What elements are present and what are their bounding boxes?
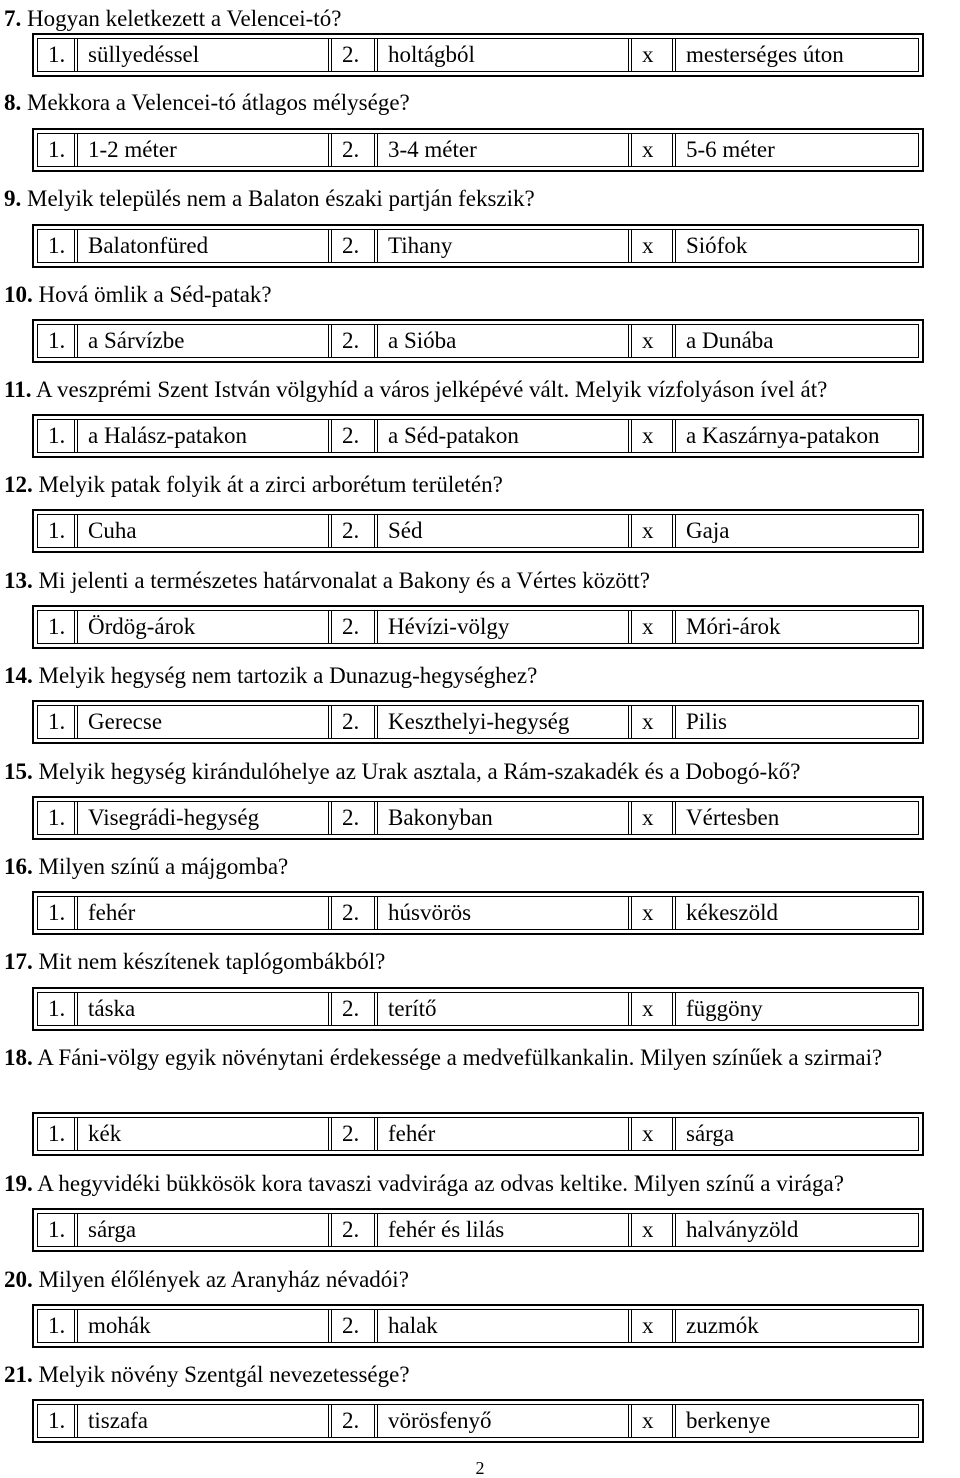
answer-row (32, 509, 924, 553)
question-label: Melyik hegység kirándulóhelye az Urak asztala, a Rám-szakadék és a Dobogó-kő? (32, 759, 801, 784)
option-answer[interactable]: fehér (88, 900, 136, 925)
option-key: 1. (48, 614, 66, 639)
page-number: 2 (475, 1458, 485, 1478)
option-answer[interactable]: Gaja (686, 518, 730, 543)
option-key: 1. (48, 709, 66, 734)
option-answer[interactable]: Vértesben (686, 805, 780, 830)
option-answer[interactable]: tiszafa (88, 1408, 149, 1433)
option-key: 1. (48, 328, 66, 353)
option-answer[interactable]: a Halász-patakon (88, 423, 248, 448)
question-label: Melyik hegység nem tartozik a Dunazug-hegységhez? (32, 663, 538, 688)
question-number: 13. (4, 568, 33, 593)
option-answer[interactable]: Keszthelyi-hegység (388, 709, 570, 734)
option-answer[interactable]: Gerecse (88, 709, 163, 734)
option-answer[interactable]: Hévízi-völgy (388, 614, 510, 639)
answer-row (32, 700, 924, 744)
option-key: 1. (48, 42, 66, 67)
question-number: 21. (4, 1362, 33, 1387)
question-number: 11. (4, 377, 32, 402)
option-answer[interactable]: zuzmók (686, 1313, 759, 1338)
option-key: 2. (342, 709, 360, 734)
option-answer[interactable]: táska (88, 996, 136, 1021)
option-key: x (642, 42, 654, 67)
option-key: 1. (48, 1408, 66, 1433)
answer-row (32, 414, 924, 458)
option-key: 2. (342, 1217, 360, 1242)
option-key: 1. (48, 1313, 66, 1338)
question-text (4, 280, 958, 310)
option-key: 2. (342, 996, 360, 1021)
question-text (4, 1169, 958, 1199)
question-label: A veszprémi Szent István völgyhíd a város jelképévé vált. Melyik vízfolyáson ível át? (31, 377, 828, 402)
cell-divider (672, 514, 676, 548)
option-answer[interactable]: halak (388, 1313, 438, 1338)
option-answer[interactable]: mesterséges úton (686, 42, 844, 67)
option-answer[interactable]: sárga (88, 1217, 137, 1242)
option-answer[interactable]: Séd (388, 518, 423, 543)
cell-divider (672, 133, 676, 167)
question-text (4, 1265, 958, 1295)
option-key: x (642, 900, 654, 925)
question-text (4, 566, 958, 596)
question-text (4, 4, 958, 34)
option-key: 1. (48, 423, 66, 448)
option-answer[interactable]: a Sárvízbe (88, 328, 185, 353)
option-answer[interactable]: Móri-árok (686, 614, 781, 639)
question-number: 14. (4, 663, 33, 688)
option-answer[interactable]: kék (88, 1121, 122, 1146)
option-key: 1. (48, 900, 66, 925)
option-answer[interactable]: vörösfenyő (388, 1408, 492, 1433)
question-label: A hegyvidéki bükkösök kora tavaszi vadvirága az odvas keltike. Milyen színű a virága? (32, 1171, 844, 1196)
answer-row (32, 796, 924, 840)
option-key: x (642, 1121, 654, 1146)
question-label: Mit nem készítenek taplógombákból? (32, 949, 386, 974)
cell-divider (672, 610, 676, 644)
question-text (4, 1043, 958, 1073)
option-key: x (642, 1408, 654, 1433)
question-number: 10. (4, 282, 33, 307)
question-text (4, 375, 958, 405)
option-key: 2. (342, 137, 360, 162)
option-key: 1. (48, 1121, 66, 1146)
option-answer[interactable]: 1-2 méter (88, 137, 177, 162)
question-label: Milyen színű a májgomba? (32, 854, 289, 879)
question-text (4, 470, 958, 500)
answer-row (32, 987, 924, 1031)
option-key: x (642, 423, 654, 448)
question-label: Hová ömlik a Séd-patak? (32, 282, 272, 307)
option-key: 2. (342, 328, 360, 353)
option-answer[interactable]: Ördög-árok (88, 614, 196, 639)
option-key: x (642, 233, 654, 258)
option-answer[interactable]: függöny (686, 996, 763, 1021)
answer-row (32, 1112, 924, 1156)
question-number: 9. (4, 186, 22, 211)
option-answer[interactable]: a Kaszárnya-patakon (686, 423, 880, 448)
option-key: 2. (342, 518, 360, 543)
question-number: 17. (4, 949, 33, 974)
option-key: x (642, 996, 654, 1021)
option-answer[interactable]: 5-6 méter (686, 137, 775, 162)
option-key: 1. (48, 518, 66, 543)
answer-row (32, 319, 924, 363)
option-answer[interactable]: a Sióba (388, 328, 457, 353)
option-answer[interactable]: a Séd-patakon (388, 423, 519, 448)
cell-divider (672, 705, 676, 739)
option-key: x (642, 1217, 654, 1242)
option-answer[interactable]: sárga (686, 1121, 735, 1146)
option-answer[interactable]: Balatonfüred (88, 233, 209, 258)
option-key: x (642, 614, 654, 639)
question-number: 20. (4, 1267, 33, 1292)
question-label: Melyik patak folyik át a zirci arborétum területén? (32, 472, 503, 497)
option-answer[interactable]: kékeszöld (686, 900, 778, 925)
option-key: x (642, 328, 654, 353)
option-key: x (642, 1313, 654, 1338)
cell-divider (672, 1404, 676, 1438)
question-number: 16. (4, 854, 33, 879)
option-answer[interactable]: 3-4 méter (388, 137, 477, 162)
cell-divider (672, 1309, 676, 1343)
option-answer[interactable]: Pilis (686, 709, 727, 734)
option-key: 1. (48, 137, 66, 162)
option-answer[interactable]: Visegrádi-hegység (88, 805, 260, 830)
question-number: 8. (4, 90, 22, 115)
option-key: 2. (342, 614, 360, 639)
question-label: Milyen élőlények az Aranyház névadói? (32, 1267, 409, 1292)
option-answer[interactable]: húsvörös (388, 900, 472, 925)
answer-row (32, 128, 924, 172)
option-answer[interactable]: süllyedéssel (88, 42, 200, 67)
cell-divider (672, 1117, 676, 1151)
option-answer[interactable]: halványzöld (686, 1217, 799, 1242)
cell-divider (672, 992, 676, 1026)
option-answer[interactable]: Tihany (388, 233, 453, 258)
answer-row (32, 1304, 924, 1348)
cell-divider (672, 896, 676, 930)
option-key: 2. (342, 233, 360, 258)
question-label: Melyik növény Szentgál nevezetessége? (32, 1362, 410, 1387)
answer-row (32, 224, 924, 268)
question-label: Mekkora a Velencei-tó átlagos mélysége? (21, 90, 410, 115)
question-text (4, 852, 958, 882)
option-answer[interactable]: Siófok (686, 233, 748, 258)
option-answer[interactable]: fehér (388, 1121, 436, 1146)
option-key: x (642, 137, 654, 162)
option-key: 2. (342, 1408, 360, 1433)
question-text (4, 184, 958, 214)
answer-row (32, 1208, 924, 1252)
option-answer[interactable]: fehér és lilás (388, 1217, 505, 1242)
answer-row (32, 33, 924, 77)
option-key: x (642, 805, 654, 830)
answer-row (32, 1399, 924, 1443)
option-key: 1. (48, 996, 66, 1021)
option-key: 1. (48, 805, 66, 830)
question-label: A Fáni-völgy egyik növénytani érdekessége a medvefülkankalin. Milyen színűek a szirmai? (32, 1045, 883, 1070)
answer-row (32, 891, 924, 935)
question-number: 12. (4, 472, 33, 497)
option-key: 2. (342, 805, 360, 830)
answer-row (32, 605, 924, 649)
option-answer[interactable]: Bakonyban (388, 805, 493, 830)
question-text (4, 947, 958, 977)
option-key: x (642, 518, 654, 543)
option-key: 2. (342, 423, 360, 448)
question-number: 7. (4, 6, 22, 31)
question-number: 15. (4, 759, 33, 784)
cell-divider (672, 38, 676, 72)
option-key: 2. (342, 1313, 360, 1338)
option-key: 2. (342, 1121, 360, 1146)
option-key: x (642, 709, 654, 734)
option-key: 1. (48, 233, 66, 258)
option-answer[interactable]: berkenye (686, 1408, 771, 1433)
cell-divider (672, 324, 676, 358)
option-key: 2. (342, 42, 360, 67)
question-label: Hogyan keletkezett a Velencei-tó? (21, 6, 342, 31)
option-key: 2. (342, 900, 360, 925)
question-label: Melyik település nem a Balaton északi partján fekszik? (21, 186, 535, 211)
option-answer[interactable]: holtágból (388, 42, 475, 67)
question-number: 19. (4, 1171, 33, 1196)
option-answer[interactable]: Cuha (88, 518, 137, 543)
question-text (4, 88, 958, 118)
question-text (4, 661, 958, 691)
question-text (4, 1360, 958, 1390)
option-key: 1. (48, 1217, 66, 1242)
question-number: 18. (4, 1045, 33, 1070)
cell-divider (672, 801, 676, 835)
cell-divider (672, 229, 676, 263)
question-label: Mi jelenti a természetes határvonalat a Bakony és a Vértes között? (32, 568, 650, 593)
option-answer[interactable]: mohák (88, 1313, 151, 1338)
option-answer[interactable]: terítő (388, 996, 437, 1021)
option-answer[interactable]: a Dunába (686, 328, 774, 353)
cell-divider (672, 419, 676, 453)
question-text (4, 757, 958, 787)
cell-divider (672, 1213, 676, 1247)
